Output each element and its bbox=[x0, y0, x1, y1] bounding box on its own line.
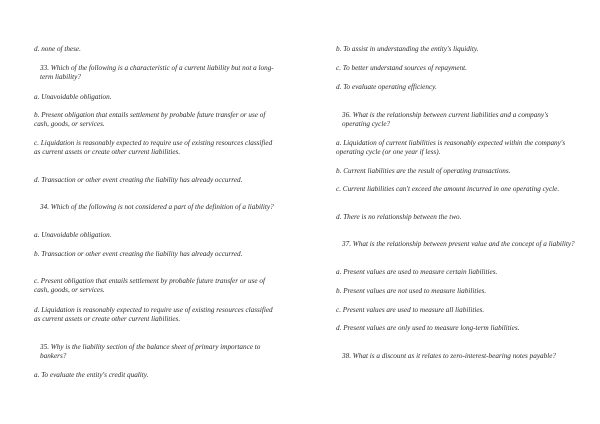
answer-option: d. There is no relationship between the two. bbox=[336, 213, 462, 221]
question-37: 37. What is the relationship between present value and the concept of a liability? bbox=[342, 240, 575, 248]
answer-option: d. none of these. bbox=[34, 45, 81, 53]
question-35: 35. Why is the liability section of the balance sheet of primary importance to bankers? bbox=[40, 343, 261, 361]
answer-option: a. To evaluate the entity's credit quality. bbox=[34, 371, 149, 379]
answer-option: c. To better understand sources of repayment. bbox=[336, 64, 467, 72]
answer-option: c. Present obligation that entails settlement by probable future transfer or use of cash, goods, or services. bbox=[34, 277, 265, 295]
answer-option: d. To evaluate operating efficiency. bbox=[336, 83, 437, 91]
answer-option: d. Transaction or other event creating the liability has already occurred. bbox=[34, 176, 243, 184]
answer-option: a. Liquidation of current liabilities is reasonably expected within the company's operating cycle (or one year if less). bbox=[336, 139, 566, 157]
answer-option: d. Present values are only used to measure long-term liabilities. bbox=[336, 324, 520, 332]
answer-option: a. Unavoidable obligation. bbox=[34, 93, 112, 101]
answer-option: a. Present values are used to measure certain liabilities. bbox=[336, 268, 498, 276]
answer-option: b. Current liabilities are the result of operating transactions. bbox=[336, 167, 511, 175]
answer-option: b. Present obligation that entails settlement by probable future transfer or use of cash, goods, or services. bbox=[34, 111, 266, 129]
answer-option: d. Liquidation is reasonably expected to require use of existing resources classified as current assets or create other current liabilities. bbox=[34, 306, 273, 324]
answer-option: c. Liquidation is reasonably expected to require use of existing resources classified as current assets or create other current liabilities. bbox=[34, 139, 273, 157]
answer-option: b. Present values are not used to measure liabilities. bbox=[336, 287, 487, 295]
answer-option: b. To assist in understanding the entity's liquidity. bbox=[336, 45, 479, 53]
question-34: 34. Which of the following is not considered a part of the definition of a liability? bbox=[40, 203, 274, 211]
answer-option: a. Unavoidable obligation. bbox=[34, 231, 112, 239]
answer-option: b. Transaction or other event creating the liability has already occurred. bbox=[34, 250, 243, 258]
question-33: 33. Which of the following is a characteristic of a current liability but not a long-term liability? bbox=[40, 64, 274, 82]
answer-option: c. Current liabilities can't exceed the amount incurred in one operating cycle. bbox=[336, 185, 560, 193]
question-38: 38. What is a discount as it relates to zero-interest-bearing notes payable? bbox=[342, 352, 557, 360]
answer-option: c. Present values are used to measure all liabilities. bbox=[336, 306, 485, 314]
question-36: 36. What is the relationship between current liabilities and a company's operating cycle? bbox=[342, 111, 549, 129]
